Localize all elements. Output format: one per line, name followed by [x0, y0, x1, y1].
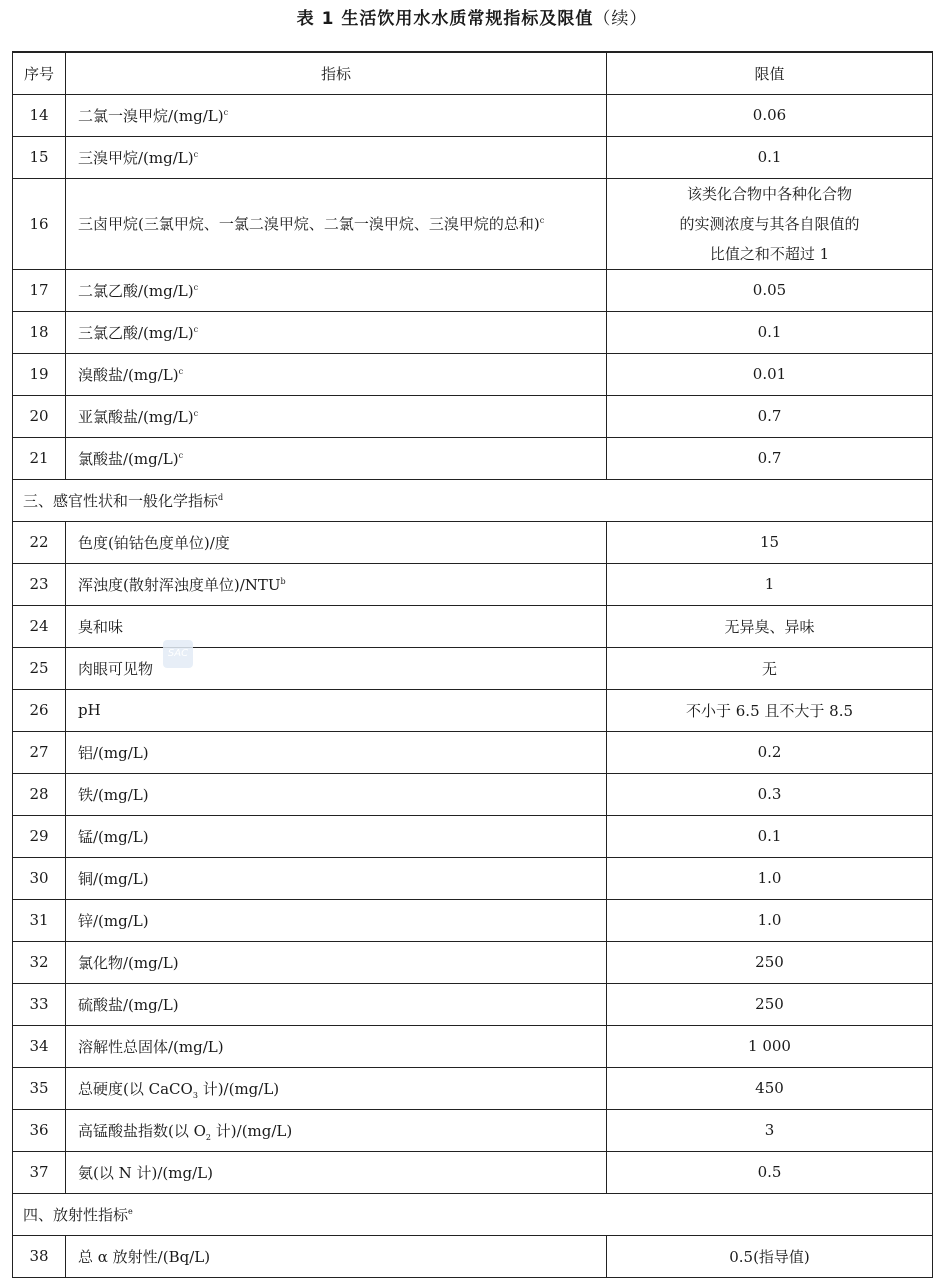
table-row [13, 311, 933, 353]
row-limit: 15 [607, 521, 933, 563]
table-row [13, 1235, 933, 1277]
section-label: 三、感官性状和一般化学指标 [23, 491, 219, 510]
row-limit: 不小于 6.5 且不大于 8.5 [607, 689, 933, 731]
row-no: 19 [13, 353, 66, 395]
row-no: 36 [13, 1109, 66, 1151]
section-label: 四、放射性指标 [23, 1205, 129, 1224]
table-row [13, 437, 933, 479]
footnote-mark: d [218, 492, 224, 502]
table-row [13, 1067, 933, 1109]
row-indicator: 总 α 放射性/(Bq/L) [66, 1235, 607, 1277]
row-no: 20 [13, 395, 66, 437]
table-row [13, 857, 933, 899]
water-quality-table [12, 51, 933, 1278]
row-limit: 0.7 [607, 437, 933, 479]
row-indicator [66, 1109, 607, 1151]
section-row [13, 1193, 933, 1235]
row-no: 16 [13, 178, 66, 269]
subscript: 2 [205, 1132, 212, 1142]
row-no: 32 [13, 941, 66, 983]
table-row [13, 94, 933, 136]
row-limit: 0.1 [607, 136, 933, 178]
row-limit: 0.5 [607, 1151, 933, 1193]
row-indicator: 锰/(mg/L) [66, 815, 607, 857]
indicator-text: 浑浊度(散射浑浊度单位)/NTU [78, 575, 281, 594]
row-limit: 1 000 [607, 1025, 933, 1067]
table-row [13, 521, 933, 563]
indicator-text: 计)/(mg/L) [197, 1079, 280, 1098]
row-indicator [66, 1067, 607, 1109]
table-header-row [13, 52, 933, 94]
row-limit: 0.7 [607, 395, 933, 437]
indicator-text: 二氯一溴甲烷/(mg/L) [78, 106, 224, 125]
row-indicator [66, 269, 607, 311]
table-row [13, 353, 933, 395]
table-title [0, 4, 944, 29]
indicator-text: 三卤甲烷(三氯甲烷、一氯二溴甲烷、二氯一溴甲烷、三溴甲烷的总和) [78, 214, 540, 233]
row-limit: 1.0 [607, 899, 933, 941]
footnote-mark: c [539, 215, 545, 225]
row-no: 31 [13, 899, 66, 941]
row-limit: 250 [607, 983, 933, 1025]
row-no: 28 [13, 773, 66, 815]
row-limit: 3 [607, 1109, 933, 1151]
row-indicator: 铁/(mg/L) [66, 773, 607, 815]
row-no: 14 [13, 94, 66, 136]
row-no: 38 [13, 1235, 66, 1277]
header-no: 序号 [13, 52, 66, 94]
indicator-text: 三氯乙酸/(mg/L) [78, 323, 194, 342]
row-no: 33 [13, 983, 66, 1025]
footnote-mark: c [178, 450, 184, 460]
footnote-mark: c [178, 366, 184, 376]
row-indicator [66, 563, 607, 605]
row-indicator: 铜/(mg/L) [66, 857, 607, 899]
row-indicator [66, 178, 607, 269]
row-no: 29 [13, 815, 66, 857]
row-limit: 无异臭、异味 [607, 605, 933, 647]
table-row [13, 605, 933, 647]
indicator-text: 三溴甲烷/(mg/L) [78, 148, 194, 167]
footnote-mark: b [280, 576, 286, 586]
row-indicator [66, 311, 607, 353]
table-title-main: 表 1 生活饮用水水质常规指标及限值 [296, 9, 594, 29]
row-no: 25 [13, 647, 66, 689]
table-row [13, 178, 933, 269]
row-limit: 0.5(指导值) [607, 1235, 933, 1277]
row-indicator: pH [66, 689, 607, 731]
limit-line: 该类化合物中各种化合物 [686, 184, 852, 203]
section-heading-radioactivity [13, 1193, 933, 1235]
row-no: 18 [13, 311, 66, 353]
table-row [13, 136, 933, 178]
row-no: 30 [13, 857, 66, 899]
table-row [13, 983, 933, 1025]
indicator-text: 高锰酸盐指数(以 O [78, 1121, 206, 1140]
footnote-mark: e [128, 1206, 133, 1216]
row-no: 23 [13, 563, 66, 605]
row-limit: 0.3 [607, 773, 933, 815]
row-limit: 0.05 [607, 269, 933, 311]
table-row [13, 1025, 933, 1067]
row-indicator: 锌/(mg/L) [66, 899, 607, 941]
row-limit: 450 [607, 1067, 933, 1109]
row-no: 37 [13, 1151, 66, 1193]
table-title-continued: （续） [593, 9, 648, 29]
row-limit: 1 [607, 563, 933, 605]
header-indicator: 指标 [66, 52, 607, 94]
row-indicator: 臭和味 [66, 605, 607, 647]
row-no: 35 [13, 1067, 66, 1109]
footnote-mark: c [223, 107, 229, 117]
row-indicator [66, 136, 607, 178]
row-no: 24 [13, 605, 66, 647]
indicator-text: 溴酸盐/(mg/L) [78, 365, 179, 384]
table-row [13, 815, 933, 857]
footnote-mark: c [193, 408, 199, 418]
row-indicator [66, 94, 607, 136]
table-row [13, 773, 933, 815]
row-indicator: 溶解性总固体/(mg/L) [66, 1025, 607, 1067]
table-row [13, 899, 933, 941]
row-limit: 0.2 [607, 731, 933, 773]
limit-line: 比值之和不超过 1 [709, 244, 830, 263]
row-no: 21 [13, 437, 66, 479]
row-no: 15 [13, 136, 66, 178]
row-limit: 0.01 [607, 353, 933, 395]
row-indicator: 氯化物/(mg/L) [66, 941, 607, 983]
table-row [13, 941, 933, 983]
row-limit: 250 [607, 941, 933, 983]
footnote-mark: c [193, 324, 199, 334]
row-limit: 0.06 [607, 94, 933, 136]
indicator-text: 二氯乙酸/(mg/L) [78, 281, 194, 300]
row-indicator [66, 353, 607, 395]
table-row [13, 563, 933, 605]
table-row [13, 1151, 933, 1193]
row-limit: 无 [607, 647, 933, 689]
row-limit: 0.1 [607, 815, 933, 857]
section-row [13, 479, 933, 521]
row-limit: 0.1 [607, 311, 933, 353]
table-row [13, 269, 933, 311]
indicator-text: 总硬度(以 CaCO [78, 1079, 193, 1098]
table-row [13, 689, 933, 731]
footnote-mark: c [193, 149, 199, 159]
indicator-text: 氯酸盐/(mg/L) [78, 449, 179, 468]
row-no: 17 [13, 269, 66, 311]
header-limit: 限值 [607, 52, 933, 94]
table-row [13, 395, 933, 437]
section-heading-sensory [13, 479, 933, 521]
row-limit: 1.0 [607, 857, 933, 899]
row-no: 26 [13, 689, 66, 731]
row-no: 22 [13, 521, 66, 563]
table-row [13, 647, 933, 689]
indicator-text: 亚氯酸盐/(mg/L) [78, 407, 194, 426]
row-indicator: 色度(铂钴色度单位)/度 [66, 521, 607, 563]
table-row [13, 1109, 933, 1151]
row-no: 34 [13, 1025, 66, 1067]
row-indicator: 硫酸盐/(mg/L) [66, 983, 607, 1025]
row-indicator [66, 395, 607, 437]
row-indicator [66, 437, 607, 479]
indicator-text: 计)/(mg/L) [211, 1121, 293, 1140]
row-limit [607, 178, 933, 269]
row-indicator: 铝/(mg/L) [66, 731, 607, 773]
row-indicator: 肉眼可见物 [66, 647, 607, 689]
row-no: 27 [13, 731, 66, 773]
table-row [13, 731, 933, 773]
row-indicator: 氨(以 N 计)/(mg/L) [66, 1151, 607, 1193]
subscript: 3 [192, 1090, 198, 1100]
limit-line: 的实测浓度与其各自限值的 [679, 214, 860, 233]
watermark-logo: SAC [163, 640, 193, 668]
footnote-mark: c [193, 282, 199, 292]
